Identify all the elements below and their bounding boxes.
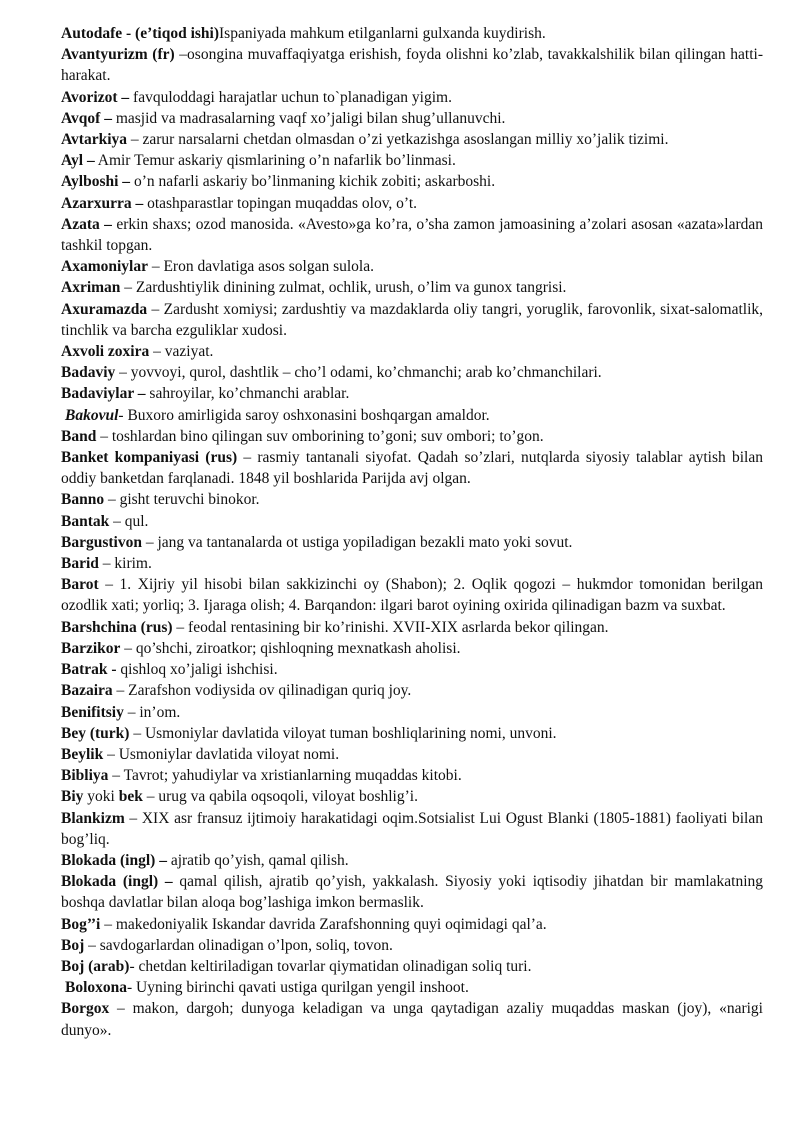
entry-definition: – Tavrot; yahudiylar va xristianlarning muqaddas kitobi.: [108, 767, 462, 785]
glossary-entry: [61, 214, 763, 256]
entry-definition: o’n nafarli askariy bo’linmaning kichik zobiti; askarboshi.: [130, 173, 496, 191]
entry-term: Barzikor: [61, 639, 121, 657]
glossary-entry: [61, 765, 763, 786]
entry-definition: –osongina muvaffaqiyatga erishish, foyda olishni ko’zlab, tavakkalshilik bilan qilingan hatti-harakat.: [61, 46, 763, 85]
glossary-entry: [61, 489, 763, 510]
entry-definition: – in’om.: [123, 703, 181, 721]
entry-definition: – yovvoyi, qurol, dashtlik – cho’l odami, ko’chmanchi; arab ko’chmanchilari.: [115, 364, 602, 382]
entry-definition: masjid va madrasalarning vaqf xo’jaligi bilan shug’ullanuvchi.: [111, 109, 506, 127]
glossary-entry: [61, 786, 763, 807]
entry-definition: – Zardushtiylik dinining zulmat, ochlik, urush, o’lim va gunox tangrisi.: [120, 279, 567, 297]
entry-definition: – makedoniyalik Iskandar davrida Zarafshonning quyi oqimidagi qal’a.: [100, 915, 547, 933]
glossary-entry: [61, 935, 763, 956]
entry-term: Avantyurizm (fr): [61, 46, 175, 64]
entry-term: Bibliya: [61, 767, 109, 785]
entry-definition: – vaziyat.: [149, 343, 214, 361]
entry-definition: – qo’shchi, ziroatkor; qishloqning mexnatkash aholisi.: [120, 639, 461, 657]
entry-definition: – Usmoniylar davlatida viloyat tuman boshliqlarining nomi, unvoni.: [129, 724, 557, 742]
glossary-entry: [61, 744, 763, 765]
entry-term: Bog’’i: [61, 915, 101, 933]
entry-definition: – toshlardan bino qilingan suv omborining to’goni; suv ombori; to’gon.: [96, 427, 544, 445]
entry-definition: – Usmoniylar davlatida viloyat nomi.: [103, 745, 340, 763]
glossary-entry: [61, 171, 763, 192]
glossary-entry: [61, 426, 763, 447]
glossary-entry: [61, 150, 763, 171]
entry-term: Axriman: [61, 279, 121, 297]
entry-term: Boj (arab): [61, 957, 130, 975]
entry-term: Barot: [61, 576, 99, 594]
entry-definition: – 1. Xijriy yil hisobi bilan sakkizinchi oy (Shabon); 2. Oqlik qogozi – hukmdor tomonidan berilgan ozodlik xati; yorliq; 3. Ijaraga olish; 4. Barqandon: ilgari barot oyining oxirida qilinadigan bazm va suxbat.: [61, 576, 763, 615]
entry-definition: favquloddagi harajatlar uchun to`planadigan yigim.: [129, 88, 452, 106]
glossary-entry: [61, 659, 763, 680]
entry-definition: – makon, dargoh; dunyoga keladigan va unga qaytadigan azaliy muqaddas maskan (joy), «narigi dunyo».: [61, 1000, 763, 1039]
entry-term: Benifitsiy: [61, 703, 124, 721]
entry-term: Bakovul: [65, 406, 119, 424]
glossary-entry: [61, 383, 763, 404]
entry-term: Band: [61, 427, 97, 445]
entry-term: Barshchina (rus): [61, 618, 173, 636]
entry-term: Avtarkiya: [61, 131, 128, 149]
glossary-entry: [61, 850, 763, 871]
glossary-entry: [61, 723, 763, 744]
glossary-entry: [61, 871, 763, 913]
entry-definition: – savdogarlardan olinadigan o’lpon, soliq, tovon.: [84, 936, 393, 954]
glossary-entry: [61, 44, 763, 86]
glossary-entry: [61, 23, 763, 44]
glossary-entry: [61, 447, 763, 489]
entry-definition: – Zardusht xomiysi; zardushtiy va mazdaklarda oliy tangri, yoruglik, farovonlik, sixat-salomatlik, tinchlik va barcha ezguliklar xudosi.: [61, 300, 763, 339]
entry-definition: – rasmiy tantanali siyofat. Qadah so’zlari, nutqlarda siyosiy talablar aytish bilan oddiy banketdan farqlanadi. 1848 yil boshlarida Parijda avj olgan.: [61, 449, 763, 488]
entry-definition: Ispaniyada mahkum etilganlarni gulxanda kuydirish.: [219, 25, 546, 42]
entry-term: Avqof –: [61, 109, 112, 127]
entry-definition: sahroyilar, ko’chmanchi arablar.: [145, 385, 350, 403]
entry-term: Borgox: [61, 1000, 110, 1018]
entry-term: Badaviylar –: [61, 385, 146, 403]
entry-term: Axuramazda: [61, 300, 148, 318]
entry-term: Beylik: [61, 745, 104, 763]
glossary-entry: [61, 808, 763, 850]
glossary-entry: [61, 532, 763, 553]
entry-definition: – jang va tantanalarda ot ustiga yopiladigan bezakli mato yoki sovut.: [141, 533, 573, 551]
glossary-entry: [61, 617, 763, 638]
entry-term: Badaviy: [61, 364, 116, 382]
glossary-entry: [61, 638, 763, 659]
glossary-entry: [61, 702, 763, 723]
entry-definition: – qul.: [109, 512, 149, 530]
glossary-entry: [61, 998, 763, 1040]
glossary-entry: [61, 341, 763, 362]
glossary-entry: [61, 574, 763, 616]
entry-definition: qishloq xo’jaligi ishchisi.: [116, 661, 278, 679]
entry-definition: – XIX asr fransuz ijtimoiy harakatidagi oqim.Sotsialist Lui Ogust Blanki (1805-1881) faoliyati bilan bog’liq.: [61, 809, 763, 848]
glossary-entry: [61, 914, 763, 935]
entry-definition: – kirim.: [98, 555, 152, 573]
entry-term: Bargustivon: [61, 533, 142, 551]
glossary-entry: [61, 553, 763, 574]
glossary-entry: [61, 277, 763, 298]
entry-definition: erkin shaxs; ozod manosida. «Avesto»ga ko’ra, o’sha zamon jamoasining a’zolari asosan «azata»lardan tashkil topgan.: [61, 215, 763, 255]
entry-definition: qamal qilish, ajratib qo’yish, yakkalash. Siyosiy yoki iqtisodiy jihatdan bir mamlakatning boshqa davlatlar bilan aloqa bog’lashiga imkon bermaslik.: [61, 873, 763, 912]
entry-definition: – Eron davlatiga asos solgan sulola.: [147, 258, 374, 276]
entry-definition: ajratib qo’yish, qamal qilish.: [166, 851, 349, 869]
glossary-entry: [61, 193, 763, 214]
entry-definition: otashparastlar topingan muqaddas olov, o’t.: [143, 194, 417, 212]
glossary-entry: [61, 511, 763, 532]
entry-term: Blokada (ingl) –: [61, 851, 167, 869]
glossary-entry: [61, 977, 763, 998]
entry-term: Azata –: [61, 215, 112, 233]
entry-definition: - chetdan keltiriladigan tovarlar qiymatidan olinadigan soliq turi.: [129, 957, 532, 975]
entry-connector: yoki: [83, 788, 119, 806]
entry-term: Barid: [61, 555, 99, 573]
glossary-entry: [61, 87, 763, 108]
entry-definition: - Buxoro amirligida saroy oshxonasini boshqargan amaldor.: [118, 406, 490, 424]
entry-term: Axamoniylar: [61, 258, 148, 276]
entry-definition: Amir Temur askariy qismlarining o’n nafarlik bo’linmasi.: [94, 152, 456, 170]
entry-definition: – gisht teruvchi binokor.: [104, 491, 260, 509]
entry-definition: – feodal rentasining bir ko’rinishi. XVII-XIX asrlarda bekor qilingan.: [172, 618, 609, 636]
glossary-text: [61, 23, 763, 1041]
entry-term: Bey (turk): [61, 724, 130, 742]
entry-term: Bantak: [61, 512, 110, 530]
entry-term: Bazaira: [61, 682, 113, 700]
entry-term: Banket kompaniyasi (rus): [61, 449, 238, 467]
entry-term: Avorizot –: [61, 88, 130, 106]
entry-term: Biy: [61, 788, 84, 806]
entry-term: Banno: [61, 491, 105, 509]
entry-term: Batrak -: [61, 661, 117, 679]
entry-definition: – Zarafshon vodiysida ov qilinadigan quriq joy.: [112, 682, 412, 700]
glossary-entry: [61, 299, 763, 341]
entry-term: Azarxurra –: [61, 194, 144, 212]
glossary-entry: [61, 956, 763, 977]
entry-term: Blankizm: [61, 809, 125, 827]
glossary-entry: [61, 129, 763, 150]
entry-term-alt: bek: [118, 788, 143, 806]
glossary-entry: [61, 108, 763, 129]
entry-term: Aylboshi –: [61, 173, 131, 191]
entry-term: Blokada (ingl) –: [61, 873, 173, 891]
entry-definition: - Uyning birinchi qavati ustiga qurilgan yengil inshoot.: [127, 979, 469, 997]
glossary-entry: [61, 362, 763, 383]
entry-definition: – urug va qabila oqsoqoli, viloyat boshlig’i.: [142, 788, 418, 806]
glossary-entry: [61, 680, 763, 701]
entry-term: Boloxona: [65, 979, 128, 997]
entry-term: Autodafe - (e’tiqod ishi): [61, 25, 220, 42]
glossary-entry: [61, 256, 763, 277]
entry-term: Axvoli zoxira: [61, 343, 150, 361]
glossary-entry: [61, 405, 763, 426]
entry-term: Boj: [61, 936, 85, 954]
entry-definition: – zarur narsalarni chetdan olmasdan o’zi yetkazishga asoslangan milliy xo’jalik tizimi.: [127, 131, 669, 149]
entry-term: Ayl –: [61, 152, 95, 170]
